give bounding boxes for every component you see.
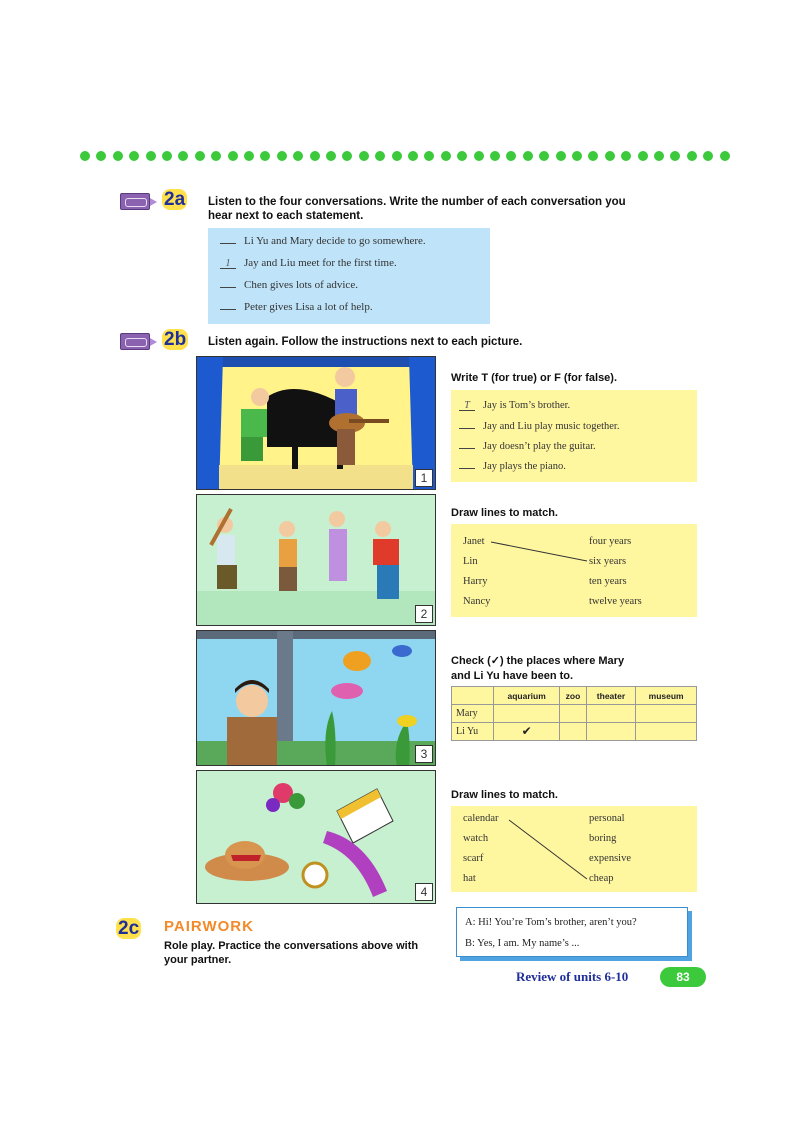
tf-item xyxy=(459,419,619,433)
concert-illustration xyxy=(197,357,436,490)
tf-answer-blank[interactable] xyxy=(459,439,475,449)
answer-blank[interactable] xyxy=(220,300,236,310)
exercise3-heading-line: and Li Yu have been to. xyxy=(451,670,574,682)
column-header: museum xyxy=(636,687,697,705)
dot xyxy=(687,151,697,161)
cassette-icon xyxy=(120,193,150,210)
dot xyxy=(424,151,434,161)
picture-number: 3 xyxy=(415,745,433,763)
answer-blank[interactable]: 1 xyxy=(220,259,236,269)
column-header: zoo xyxy=(560,687,586,705)
match-left-item[interactable]: scarf xyxy=(463,853,484,864)
dot xyxy=(621,151,631,161)
dot xyxy=(392,151,402,161)
statement-item xyxy=(220,256,397,270)
dot xyxy=(556,151,566,161)
unit-review-title: Review of units 6-10 xyxy=(516,969,629,984)
dot xyxy=(310,151,320,161)
dot xyxy=(572,151,582,161)
dot xyxy=(162,151,172,161)
table-header-row xyxy=(452,687,697,705)
match-left-item[interactable]: Nancy xyxy=(463,596,491,607)
section-2b-label: 2b xyxy=(164,329,187,350)
match-left-item[interactable]: hat xyxy=(463,873,476,884)
dot xyxy=(703,151,713,161)
example-dialog xyxy=(456,907,688,957)
page-number-badge: 83 xyxy=(660,967,706,987)
exercise3-heading-line: Check (✓) the places where Mary xyxy=(451,655,625,667)
dialog-line: B: Yes, I am. My name’s ... xyxy=(465,938,580,949)
table-row xyxy=(452,705,697,723)
picture-number: 2 xyxy=(415,605,433,623)
match-right-item[interactable]: twelve years xyxy=(589,596,642,607)
exercise2-heading: Draw lines to match. xyxy=(451,507,558,519)
cassette-icon xyxy=(120,333,150,350)
check-cell[interactable] xyxy=(494,705,560,723)
exercise4-heading: Draw lines to match. xyxy=(451,789,558,801)
dot xyxy=(277,151,287,161)
picture-baseball xyxy=(196,494,436,626)
statements-box xyxy=(208,228,490,324)
check-cell[interactable] xyxy=(586,705,636,723)
column-header: aquarium xyxy=(494,687,560,705)
tf-text: Jay is Tom’s brother. xyxy=(483,400,571,411)
dot xyxy=(474,151,484,161)
exercise3-heading xyxy=(451,654,624,684)
dot xyxy=(408,151,418,161)
section-2a-instruction: Listen to the four conversations. Write the number of each conversation you hear next to each statement. xyxy=(208,196,626,222)
tf-answer-blank[interactable]: T xyxy=(459,401,475,411)
dot xyxy=(375,151,385,161)
match-left-item[interactable]: Harry xyxy=(463,576,488,587)
match-left-item[interactable]: calendar xyxy=(463,813,499,824)
picture-concert xyxy=(196,356,436,490)
places-check-table xyxy=(451,686,697,741)
match-right-item[interactable]: six years xyxy=(589,556,627,567)
dot xyxy=(195,151,205,161)
statement-text: Li Yu and Mary decide to go somewhere. xyxy=(244,235,426,247)
picture-aquarium xyxy=(196,630,436,766)
dotted-divider xyxy=(80,151,730,163)
tf-item xyxy=(459,399,570,412)
check-cell[interactable] xyxy=(560,705,586,723)
dot xyxy=(588,151,598,161)
check-cell[interactable] xyxy=(560,723,586,741)
tf-text: Jay plays the piano. xyxy=(483,461,566,472)
dot xyxy=(80,151,90,161)
match-left-item[interactable]: Lin xyxy=(463,556,478,567)
match-right-item[interactable]: boring xyxy=(589,833,617,844)
pairwork-title: PAIRWORK xyxy=(164,918,254,935)
dot xyxy=(441,151,451,161)
match-right-item[interactable]: four years xyxy=(589,536,632,547)
answer-blank[interactable] xyxy=(220,234,236,244)
dot xyxy=(506,151,516,161)
check-cell[interactable]: ✔ xyxy=(494,723,560,741)
column-header: theater xyxy=(586,687,636,705)
picture-number: 1 xyxy=(415,469,433,487)
match-right-item[interactable]: cheap xyxy=(589,873,614,884)
dot xyxy=(670,151,680,161)
section-2c-label: 2c xyxy=(118,918,140,939)
dot xyxy=(326,151,336,161)
dot xyxy=(228,151,238,161)
dot xyxy=(539,151,549,161)
statement-item xyxy=(220,234,426,248)
check-cell[interactable] xyxy=(636,723,697,741)
dot xyxy=(244,151,254,161)
table-corner xyxy=(452,687,494,705)
row-header: Li Yu xyxy=(452,723,494,741)
picture-gifts xyxy=(196,770,436,904)
dot xyxy=(523,151,533,161)
dot xyxy=(720,151,730,161)
statement-item xyxy=(220,300,373,314)
match-left-item[interactable]: Janet xyxy=(463,536,485,547)
dot xyxy=(457,151,467,161)
dot xyxy=(654,151,664,161)
dot xyxy=(342,151,352,161)
section-2a-label: 2a xyxy=(164,189,186,210)
dot xyxy=(113,151,123,161)
pairwork-instruction: Role play. Practice the conversations above with your partner. xyxy=(164,940,419,966)
match-box-gifts xyxy=(451,806,697,892)
dialog-line: A: Hi! You’re Tom’s brother, aren’t you? xyxy=(465,917,637,928)
match-box-years xyxy=(451,524,697,617)
baseball-illustration xyxy=(197,495,436,626)
row-header: Mary xyxy=(452,705,494,723)
dot xyxy=(178,151,188,161)
dot xyxy=(359,151,369,161)
tf-answer-blank[interactable] xyxy=(459,419,475,429)
dot xyxy=(96,151,106,161)
statement-text: Peter gives Lisa a lot of help. xyxy=(244,301,373,313)
answer-blank[interactable] xyxy=(220,278,236,288)
check-cell[interactable] xyxy=(586,723,636,741)
statement-text: Chen gives lots of advice. xyxy=(244,279,358,291)
check-cell[interactable] xyxy=(636,705,697,723)
dot xyxy=(211,151,221,161)
tf-answer-blank[interactable] xyxy=(459,459,475,469)
dot xyxy=(293,151,303,161)
statement-text: Jay and Liu meet for the first time. xyxy=(244,257,397,269)
picture-number: 4 xyxy=(415,883,433,901)
gifts-illustration xyxy=(197,771,436,904)
aquarium-illustration xyxy=(197,631,436,766)
dot xyxy=(605,151,615,161)
tf-text: Jay doesn’t play the guitar. xyxy=(483,441,596,452)
match-right-item[interactable]: ten years xyxy=(589,576,627,587)
exercise1-heading: Write T (for true) or F (for false). xyxy=(451,372,618,384)
match-right-item[interactable]: expensive xyxy=(589,853,631,864)
dot xyxy=(146,151,156,161)
dot xyxy=(490,151,500,161)
dot xyxy=(260,151,270,161)
tf-item xyxy=(459,459,566,473)
statement-item xyxy=(220,278,358,292)
match-right-item[interactable]: personal xyxy=(589,813,625,824)
tf-text: Jay and Liu play music together. xyxy=(483,421,620,432)
tf-item xyxy=(459,439,596,453)
dot xyxy=(638,151,648,161)
match-left-item[interactable]: watch xyxy=(463,833,489,844)
dot xyxy=(129,151,139,161)
table-row xyxy=(452,723,697,741)
true-false-box xyxy=(451,390,697,482)
section-2b-instruction: Listen again. Follow the instructions next to each picture. xyxy=(208,336,523,348)
